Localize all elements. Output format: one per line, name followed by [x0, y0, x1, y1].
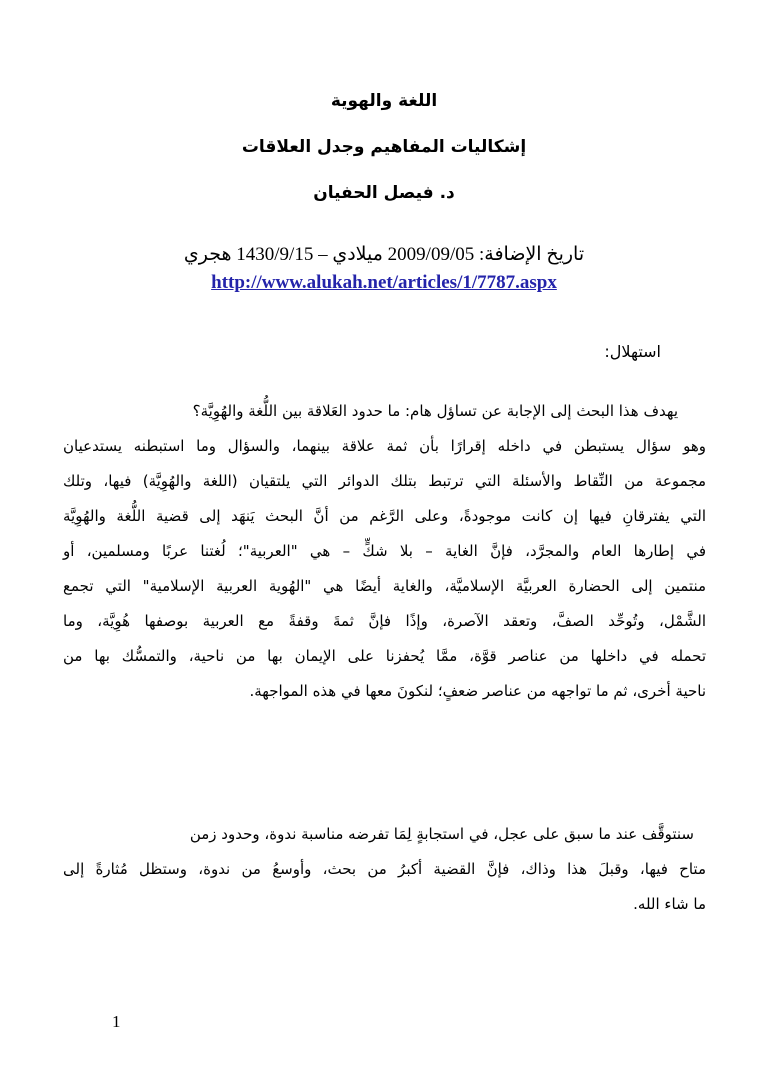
paragraph-line: التي يفترقانِ فيها إن كانت موجودةً، وعلى الرَّغم من أنَّ البحث يَنهَد إلى قضية اللُّغة والهُوِيَّة: [63, 507, 706, 525]
paragraph-line: ما شاء الله.: [633, 895, 706, 913]
paragraph-line: مجموعة من النِّقاط والأسئلة التي ترتبط بتلك الدوائر التي يلتقيان (اللغة والهُوِيَّة) فيها، وتلك: [63, 472, 706, 490]
paragraphs: [0, 394, 768, 922]
date-added-line: تاريخ الإضافة: 2009/09/05 ميلادي – 1430/9/15 هجري: [183, 244, 585, 265]
paragraph-line: سنتوقَّف عند ما سبق على عجل، في استجابةٍ لِمَا تفرضه مناسبة ندوة، وحدود زمن: [189, 825, 694, 843]
paragraph-line: يهدف هذا البحث إلى الإجابة عن تساؤل هام: ما حدود العَلاقة بين اللُّغة والهُوِيَّة؟: [192, 402, 678, 420]
doc-subtitle: إشكاليات المفاهيم وجدل العلاقات: [241, 137, 527, 157]
paragraph-2: [63, 817, 706, 922]
paragraph-line: ناحية أخرى، ثم ما تواجهه من عناصر ضعفٍ؛ لنكونَ معها في هذه المواجهة.: [249, 682, 706, 700]
section-heading: استهلال:: [604, 342, 661, 361]
paragraph-line: وهو سؤال يستبطن في داخله إقرارًا بأن ثمة علاقة بينهما، والسؤال وما استبطنه يستدعيان: [63, 437, 706, 455]
article-url-line: [0, 270, 768, 296]
paragraph-line: تحمله في داخلها من عناصر قوَّة، ممَّا يُحفزنا على الإيمان بها من ناحية، والتمسُّك بها من: [63, 647, 706, 665]
paragraph-line: الشَّمْل، وتُوحِّد الصفَّ، وتعقد الآصرة، وإذًا فإنَّ ثمةَ وقفةً مع العربية بوصفها هُوِيَّة، وما: [63, 612, 706, 630]
page-number: 1: [112, 1012, 121, 1031]
article-link[interactable]: http://www.alukah.net/articles/1/7787.aspx: [211, 272, 557, 293]
paragraph-line: منتمين إلى الحضارة العربيَّة الإسلاميَّة، والغاية أيضًا هي "الهُوية العربية الإسلامية" التي تجمع: [63, 577, 706, 595]
document-header: [0, 0, 768, 296]
paragraph-line: في إطارها العام والمجرَّد، فإنَّ الغاية – بلا شكٍّ – هي "العربية"؛ لُغتنا عربًا ومسلمين، أو: [63, 542, 706, 560]
doc-title: اللغة والهوية: [330, 91, 438, 111]
paragraph-1: [63, 394, 706, 709]
paragraph-line: متاح فيها، وقبلَ هذا وذاك، فإنَّ القضية أكبرُ من بحث، وأوسعُ من ندوة، وستظل مُثارةً إلى: [63, 860, 706, 878]
doc-author: د. فيصل الحفيان: [313, 183, 455, 203]
